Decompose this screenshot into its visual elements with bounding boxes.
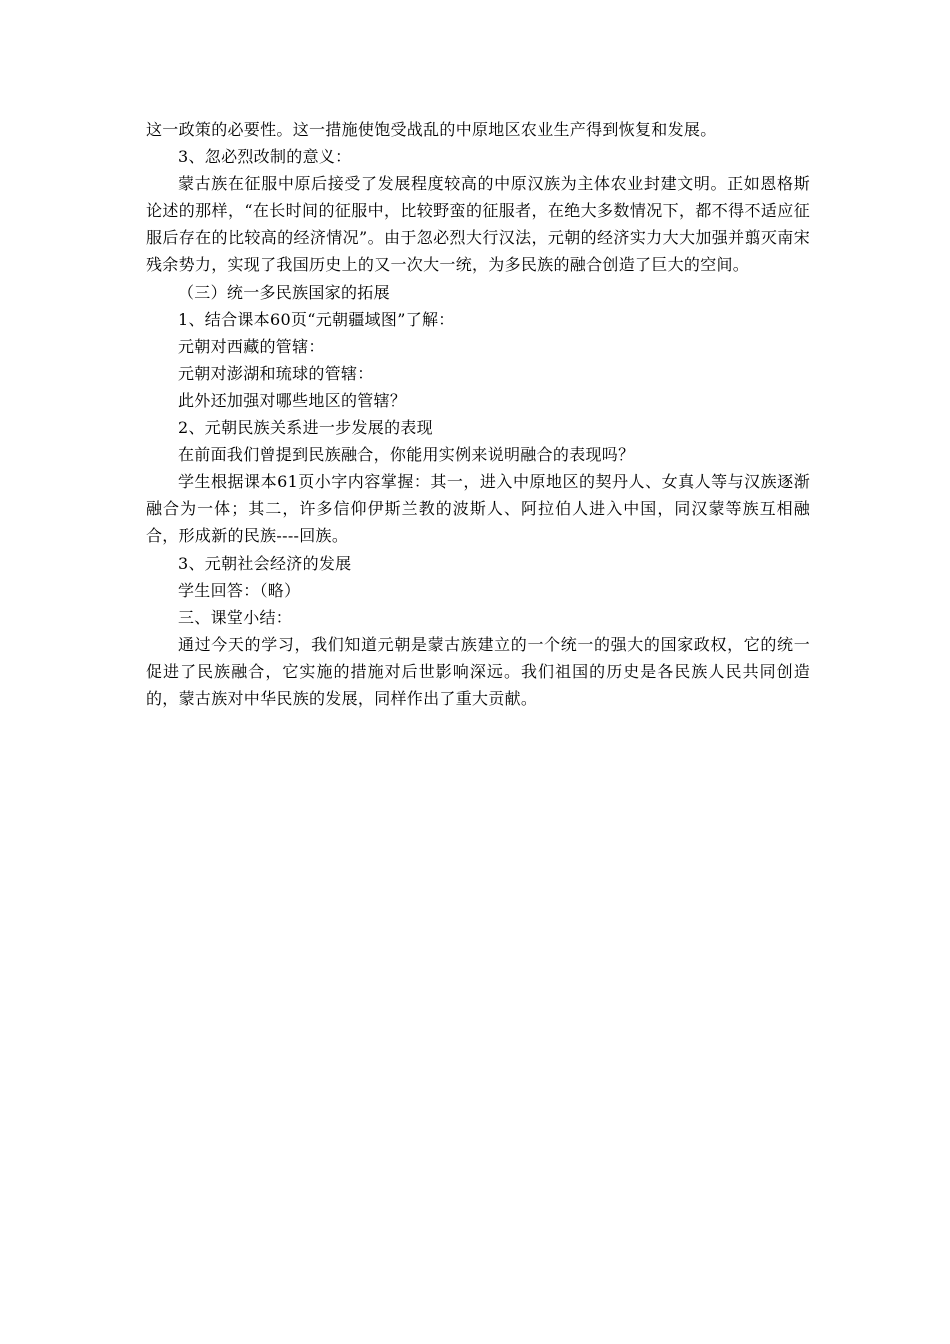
question-ethnic-fusion: 在前面我们曾提到民族融合，你能用实例来说明融合的表现吗？ [178, 445, 635, 465]
paragraph-mongol-conquest: 蒙古族在征服中原后接受了发展程度较高的中原汉族为主体农业封建文明。正如恩格斯论述的那样，“在长时间的征服中，比较野蛮的征服者，在绝大多数情况下，都不得不适应征服后存在的比较高的经济情况”。由于忽必烈大行汉法，元朝的经济实力大大加强并翦灭南宋残余势力，实现了我国历史上的又一次大一统，为多民族的融合创造了巨大的空间。 [146, 174, 810, 275]
paragraph-student-answer-fusion: 学生根据课本61页小字内容掌握：其一，进入中原地区的契丹人、女真人等与汉族逐渐融合为一体；其二，许多信仰伊斯兰教的波斯人、阿拉伯人进入中国，同汉蒙等族互相融合，形成新的民族----回族。 [146, 472, 810, 546]
item-penghu-ryukyu-administration: 元朝对澎湖和琉球的管辖： [178, 363, 374, 383]
heading-social-economy: 3、元朝社会经济的发展 [178, 553, 352, 573]
document-page [146, 116, 810, 712]
item-other-regions-question: 此外还加强对哪些地区的管辖？ [178, 390, 407, 410]
heading-ethnic-relations: 2、元朝民族关系进一步发展的表现 [178, 418, 433, 438]
heading-class-summary: 三、课堂小结： [178, 607, 293, 627]
heading-multiethnic-expansion: （三）统一多民族国家的拓展 [178, 282, 390, 302]
heading-yuan-territory-map: 1、结合课本60页“元朝疆域图”了解： [178, 309, 455, 329]
student-answer-omitted: 学生回答：（略） [178, 580, 301, 600]
item-tibet-administration: 元朝对西藏的管辖： [178, 336, 325, 356]
heading-kublai-reform-significance: 3、忽必烈改制的意义： [178, 147, 352, 167]
paragraph-summary: 通过今天的学习，我们知道元朝是蒙古族建立的一个统一的强大的国家政权，它的统一促进了民族融合，它实施的措施对后世影响深远。我们祖国的历史是各民族人民共同创造的，蒙古族对中华民族的发展，同样作出了重大贡献。 [146, 634, 810, 708]
paragraph-policy-necessity: 这一政策的必要性。这一措施使饱受战乱的中原地区农业生产得到恢复和发展。 [146, 120, 717, 139]
